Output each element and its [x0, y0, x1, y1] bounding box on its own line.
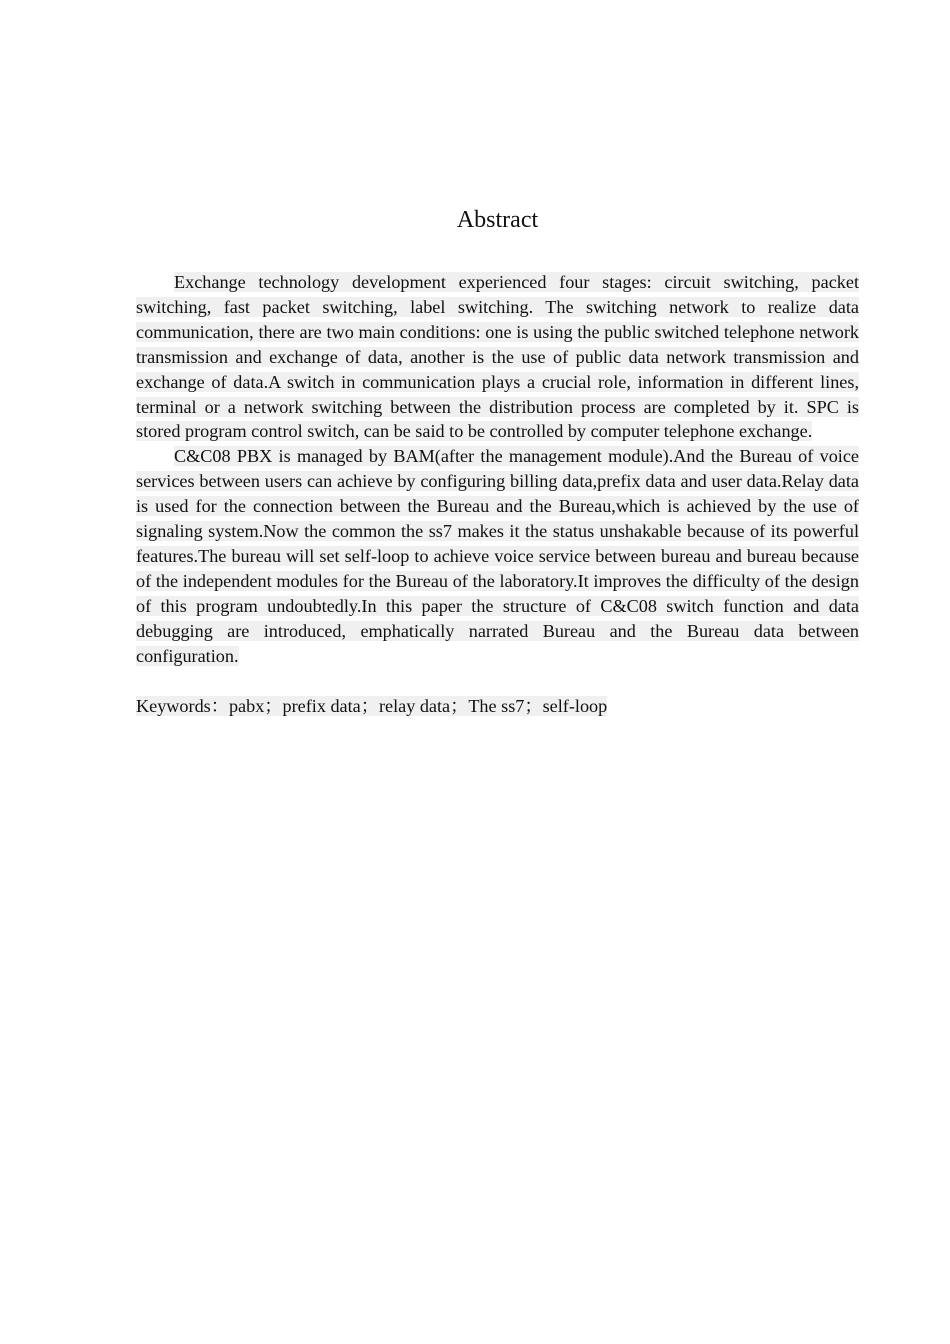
paragraph-text: Exchange technology development experienced four stages: circuit switching, packet switching, fast packet switching, label switching. The switching network to realize data communication, there are two main conditions: one is using the public switched telephone network transmission and exchange of data, another is the use of public data network transmission and exchange of data.A switch in communication plays a crucial role, information in different lines, terminal or a network switching between the distribution process are completed by it. SPC is stored program control switch, can be said to be controlled by computer telephone exchange.: [136, 272, 859, 442]
abstract-paragraph-1: [136, 270, 859, 444]
abstract-body: [136, 270, 859, 718]
keywords-line: [136, 694, 859, 719]
abstract-paragraph-2: [136, 444, 859, 668]
abstract-title: Abstract: [456, 207, 539, 233]
keywords-text: Keywords：pabx；prefix data；relay data；The ss7；self-loop: [136, 695, 608, 716]
paragraph-text: C&C08 PBX is managed by BAM(after the management module).And the Bureau of voice services between users can achieve by configuring billing data,prefix data and user data.Relay data is used for the connection between the Bureau and the Bureau,which is achieved by the use of signaling system.Now the common the ss7 makes it the status unshakable because of its powerful features.The bureau will set self-loop to achieve voice service between bureau and bureau because of the independent modules for the Bureau of the laboratory.It improves the difficulty of the design of this program undoubtedly.In this paper the structure of C&C08 switch function and data debugging are introduced, emphatically narrated Bureau and the Bureau data between configuration.: [136, 446, 859, 666]
